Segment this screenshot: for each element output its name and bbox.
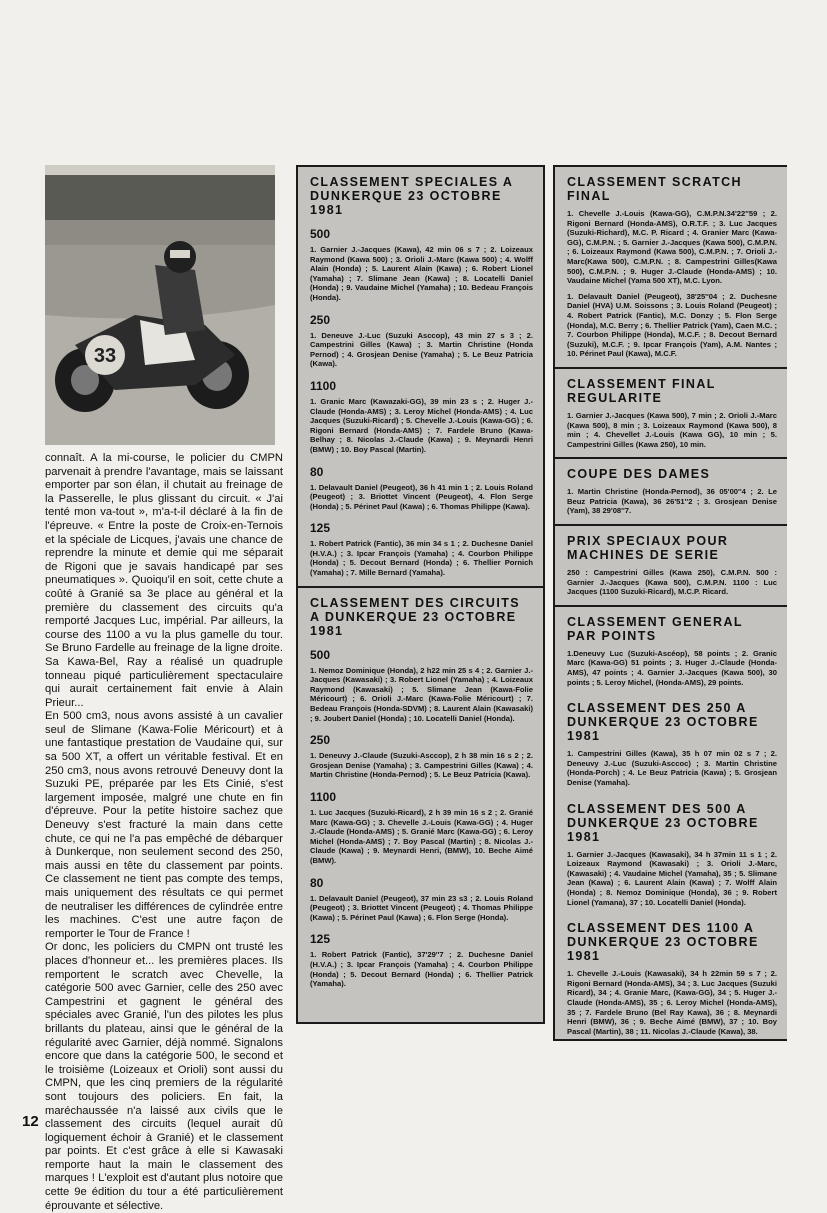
category-heading: 1100 [310,378,337,393]
race-photo [45,165,275,445]
page-number: 12 [22,1113,39,1130]
article-body [45,452,283,1213]
results-text: 1. Robert Patrick (Fantic), 37'29''7 ; 2. Duchesne Daniel (H.V.A.) ; 3. Ipcar François (Yamaha) ; 4. Courbon Philippe (Honda) ; 5. Decout Bernard (Honda) ; 6. Thellier Patrick (Yamaha). [310,950,533,989]
results-text: 1. Delavault Daniel (Peugeot), 38'25''04 ; 2. Duchesne Daniel (HVA) U.M. Soissons ; 3. Louis Roland (Peugeot) ; 4. Robert Patrick (Fantic), M.C. Donzy ; 5. Flon Serge (Honda), M.C. Berry ; 6. Thellier Patrick (Yam), Caen M.C. ; 7. Courbon Philippe (Honda), M.C.F. ; 8. Decout Bernard (Suzuki), M.C.F. ; 9. Ipcar François (Yam), A.M. Nantes ; 10. Périnet Paul (Kawa), M.C.F. [567,291,777,359]
regularite-section [555,369,787,449]
results-text: 1. Luc Jacques (Suzuki-Ricard), 2 h 39 min 16 s 2 ; 2. Granié Marc (Kawa-GG) ; 3. Chevelle J.-Louis (Kawa-GG) ; 4. Huger J.-Claude (Honda-AMS) ; 5. Granié Marc (Kawa-GG) ; 6. Leroy Michel (Honda-AMS) ; 7. Boy Pascal (Martin) ; 8. Nicolas J.-Claude (Kawa) ; 9. Meynardi Henri, (BMW), 10. Beche Aimé (BMW). [310,808,533,865]
article-paragraph: En 500 cm3, nous avons assisté à un cavalier seul de Slimane (Kawa-Folie Méricourt) et à une fantastique prestation de Vaudaine qui, sur sa 500 XT, a offert un véritable festival. Et en 250 cm3, nous avons retrouvé Deneuvy dont la Suzuki PE, préparée par les Ets Cinié, s'est largement imposée, malgré une chute en fin d'épreuve. Pour la petite histoire sachez que Deneuvy s'est fracturé la main dans cette chute, ce qui ne l'a pas empêché de débarquer à Dunkerque, non seulement second des 250, mais aussi en tête du classement par points. Ce classement ne tient pas compte des temps, mais uniquement des résultats ce qui permet de neutraliser les différences de cylindrée entre les machines. C'est une autre façon de remporter le Tour de France ! [45,710,283,940]
results-text: 1. Garnier J.-Jacques (Kawa), 42 min 06 s 7 ; 2. Loizeaux Raymond (Kawa 500) ; 3. Orioli J.-Marc (Kawa 500) ; 4. Wolff Alain (Honda) ; 5. Laurent Alain (Kawa) ; 6. Robert Lionel (Yamaha) ; 7. Slimane Jean (Kawa) ; 8. Locatelli Daniel (Honda) ; 9. Vaudaine Michel (Yamaha) ; 10. Bedeau François (Honda). [310,245,533,302]
category-heading: 250 [310,733,331,748]
results-text: 1. Robert Patrick (Fantic), 36 min 34 s 1 ; 2. Duchesne Daniel (H.V.A.) ; 3. Ipcar François (Yamaha) ; 4. Courbon Philippe (Honda) ; 5. Decout Bernard (Honda) ; 6. Thellier Pornich (Yamaha) ; 7. Mille Bernard (Yamaha). [310,539,533,578]
article-paragraph: Or donc, les policiers du CMPN ont trusté les places d'honneur et... les premières places. Ils remportent le scratch avec Chevelle, la catégorie 500 avec Garnier, celle des 250 avec Campestrini et gagnent le général des spéciales avec Granié, l'un des pilotes les plus brillants du plateau, ainsi que le général de la régularité avec Garnier, déjà nommé. Signalons encore que dans la catégorie 500, le second et le troisième (Loizeaux et Orioli) sont aussi du CMPN, que les cinq premiers de la régularité sont toujours des policiers. En fait, la maréchaussée n'a laissé aux civils que le classement des circuits (lequel aurait dû logiquement échoir à Granié) et le classement par points. Et c'est grâce à elle si Kawasaki remporte haut la main le classement des marques ! L'exploit est d'autant plus notoire que cette 9e édition du tour a été particulièrement éprouvante et sélective. [45,941,283,1212]
section-title: COUPE DES DAMES [567,467,711,482]
category-heading: 125 [310,521,331,536]
category-heading: 1100 [310,790,337,804]
results-box-finals [553,165,787,1041]
class-1100-section [555,913,787,1036]
results-text: 1. Garnier J.-Jacques (Kawa 500), 7 min ; 2. Orioli J.-Marc (Kawa 500), 8 min ; 3. Loizeaux Raymond (Kawa 500), 8 min ; 4. Chevellet J.-Louis (Kawa GG), 10 min ; 5. Campestrini Gilles (Kawa 250), 10 min. [567,410,777,449]
results-text: 1. Delavault Daniel (Peugeot), 36 h 41 min 1 ; 2. Louis Roland (Peugeot) ; 3. Briottet Vincent (Peugeot), 4. Flon Serge (Honda) ; 5. Périnet Paul (Kawa) ; 6. Thomas Philippe (Kawa). [310,482,533,511]
prix-section [555,526,787,597]
results-text: 1. Granic Marc (Kawazaki-GG), 39 min 23 s ; 2. Huger J.-Claude (Honda-AMS) ; 3. Leroy Michel (Honda-AMS) ; 4. Luc Jacques (Suzuki-Ricard) ; 5. Chevelle J.-Louis (Kawa-GG) ; 6. Rigoni Bernard (Honda-AMS) ; 7. Fardele Bruno (Kawa-Belhay ; 8. Nicolas J.-Claude (Kawa) ; 9. Meynardi Henri (BMW) ; 10. Boy Pascal (Martin). [310,396,533,454]
section-title: CLASSEMENT DES 1100 A DUNKERQUE 23 OCTOBRE 1981 [567,921,759,964]
results-text: 1. Deneuvy J.-Claude (Suzuki-Asccop), 2 h 38 min 16 s 2 ; 2. Grosjean Denise (Yamaha) ; 3. Campestrini Gilles (Kawa) ; 4. Martin Christine (Honda-Pernod) ; 5. Le Beuz Patricia (Kawa). [310,751,533,780]
section-title: PRIX SPECIAUX POUR MACHINES DE SERIE [567,534,729,563]
category-heading: 500 [310,647,331,662]
results-text: 1. Nemoz Dominique (Honda), 2 h22 min 25 s 4 ; 2. Garnier J.-Jacques (Kawasaki) ; 3. Robert Lionel (Yamaha) ; 4. Loizeaux Raymond (Kawasaki) ; 5. Slimane Jean (Kawa-Folie Méricourt) ; 6. Orioli J.-Marc (Kawa-Folie Méricourt) ; 7. Bedeau François (Honda-SDVM) ; 8. Laurent Alain (Kawasaki) ; 9. Joubert Daniel (Honda) ; 10. Locatelli Daniel (Honda). [310,665,533,723]
results-text: 1. Garnier J.-Jacques (Kawasaki), 34 h 37min 11 s 1 ; 2. Loizeaux Raymond (Kawasaki) ; 3. Orioli J.-Marc, (Kawasaki) ; 4. Vaudaine Michel (Yamaha), 35 ; 5. Slimane Jean (Kawa) ; 6. Laurent Alain (Kawa) ; 7. Wolff Alain (Honda) ; 8. Nemoz Dominique (Honda), 36 ; 9. Robert Lionel (Yamana), 37 ; 10. Locatelli Daniel (Honda). [567,849,777,907]
category-heading: 250 [310,312,331,327]
category-heading: 80 [310,464,324,479]
speciales-section [298,167,543,578]
category-heading: 80 [310,875,324,890]
class-250-section [555,693,787,787]
results-box-speciales-circuits [296,165,545,1024]
scratch-section [555,167,787,359]
points-section [555,607,787,687]
bike-number-plate: 33 [93,345,117,367]
results-text: 1.Deneuvy Luc (Suzuki-Ascéop), 58 points ; 2. Granic Marc (Kawa-GG) 51 points ; 3. Huger J.-Claude (Honda-AMS), 47 points ; 4. Garnier J.-Jacques (Kawa 500), 30 points ; 5. Leroy Michel, (Honda-AMS), 29 points. [567,648,777,687]
category-heading: 500 [310,227,331,241]
results-text: 1. Martin Christine (Honda-Pernod), 36 05'00''4 ; 2. Le Beuz Patricia (Kawa), 36 26'51''2 ; 3. Grosjean Denise (Yam), 38 29'08''7. [567,487,777,516]
results-text: 1. Campestrini Gilles (Kawa), 35 h 07 min 02 s 7 ; 2. Deneuvy J.-Luc (Suzuki-Asccoc) ; 3. Martin Christine (Honda-Porch) ; 4. Le Beuz Patricia (Kawa) ; 5. Grosjean Denise (Yamaha). [567,749,777,787]
results-text: 250 : Campestrini Gilles (Kawa 250), C.M.P.N. 500 : Garnier J.-Jacques (Kawa 500), C.M.P.N. 1100 : Luc Jacques (1100 Suzuki-Ricard), M.C.P. Ricard. [567,568,777,597]
dames-section [555,459,787,516]
motorcycle-photo-illustration [45,165,275,445]
section-title: CLASSEMENT DES 250 A DUNKERQUE 23 OCTOBRE 1981 [567,701,759,744]
section-title: CLASSEMENT GENERAL PAR POINTS [567,614,743,643]
section-title: CLASSEMENT DES CIRCUITS A DUNKERQUE 23 OCTOBRE 1981 [310,595,520,638]
results-text: 1. Chevelle J.-Louis (Kawa-GG), C.M.P.N.34'22''59 ; 2. Rigoni Bernard (Honda-AMS), O.R.T.F. ; 3. Luc Jacques (Suzuki-Richard), M.C. P. Ricard ; 4. Granier Marc (Kawa-GG), C.M.P.N. ; 5. Garnier J.-Jacques (Kawa 500), C.M.P.N. ; 6. Loizeaux Raymond (Kawa 500), C.M.P.N. ; 7. Orioli J.-Marc(Kawa 500), C.M.P.N. ; 8. Campestrini Gilles(Kawa 500), C.M.P.N. ; 9. Huger J.-Claude (Honda-AMS) ; 10. Vaudaine Michel (Yama 500 XT), M.C. Lyon. [567,209,777,286]
results-text: 1. Chevelle J.-Louis (Kawasaki), 34 h 22min 59 s 7 ; 2. Rigoni Bernard (Honda-AMS), 34 ; 3. Luc Jacques (Suzuki Ricard), 34 ; 4. Granie Marc, (Kawa-GG), 34 ; 5. Huger J.-Claude (Honda-AMS), 35 ; 6. Leroy Michel (Honda-AMS), 35 ; 7. Fardele Bruno (Bel Ray Kawa), 36 ; 8. Meynardi Henri (BMW), 36 ; 9. Beche Aimé (BMW), 37 ; 10. Boy Pascal (Martin), 38 ; 11. Nicolas J.-Claude (Kawa), 38. [567,969,777,1036]
category-heading: 125 [310,932,331,947]
section-title: CLASSEMENT DES 500 A DUNKERQUE 23 OCTOBRE 1981 [567,801,759,844]
section-title: CLASSEMENT FINAL REGULARITE [567,376,716,405]
circuits-section [298,588,543,989]
article-paragraph: connaît. A la mi-course, le policier du CMPN parvenait à prendre l'avantage, mais se laissant emporter par son élan, il chutait au freinage de la Passerelle, le plus glissant du circuit. « J'ai tenté mon va-tout », m'a-t-il déclaré à la fin de l'épreuve. « Entre la poste de Croix-en-Ternois et la spéciale de Licques, j'avais une chance de reprendre la minute et demie qui me séparait de Rigoni que je savais handicapé par ses pneumatiques ». Quoiqu'il en soit, cette chute a coûté à Granié sa 3e place au général et la première du classement des circuits qu'a remporté Jacques Luc, impérial. Par ailleurs, la course des 1100 a vu la plus gamelle du tour. Se Bruno Fardelle au freinage de la ligne droite. Sa Kawa-Bel, Ray a réalisé un quadruple tonneau piqué particulièrement spectaculaire qui aurait certainement fait envie à Alain Prieur... [45,452,283,709]
results-text: 1. Deneuve J.-Luc (Suzuki Asccop), 43 min 27 s 3 ; 2. Campestrini Gilles (Kawa) ; 3. Martin Christine (Honda Pernod) ; 4. Grosjean Denise (Yamaha) ; 5. Le Beuz Patricia (Kawa). [310,330,533,369]
results-text: 1. Delavault Daniel (Peugeot), 37 min 23 s3 ; 2. Louis Roland (Peugeot) ; 3. Briottet Vincent (Peugeot) ; 4. Thomas Philippe (Kawa) ; 5. Périnet Paul (Kawa) ; 6. Flon Serge (Honda). [310,893,533,922]
section-title: CLASSEMENT SCRATCH FINAL [567,175,742,203]
section-title: CLASSEMENT SPECIALES A DUNKERQUE 23 OCTOBRE 1981 [310,175,513,217]
class-500-section [555,794,787,908]
